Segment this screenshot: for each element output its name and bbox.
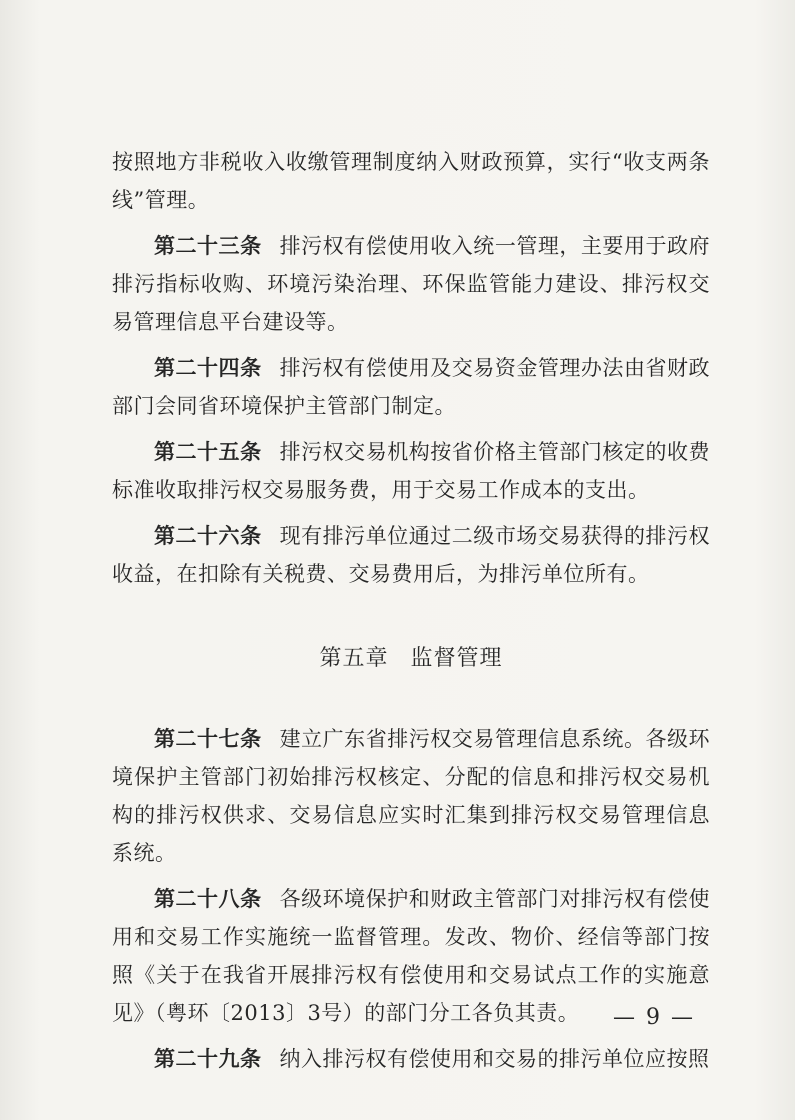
chapter-number: 第五章 <box>319 646 389 671</box>
article-24 <box>112 349 710 425</box>
article-text: 排污权交易机构按省价格主管部门核定的收费标准收取排污权交易服务费，用于交易工作成本的支出。 <box>112 440 711 502</box>
article-number: 第二十三条 <box>154 234 262 258</box>
article-text: 纳入排污权有偿使用和交易的排污单位应按照 <box>279 1047 710 1071</box>
article-number: 第二十五条 <box>154 440 262 464</box>
article-text: 排污权有偿使用收入统一管理，主要用于政府排污指标收购、环境污染治理、环保监管能力建设、排污权交易管理信息平台建设等。 <box>112 234 711 334</box>
article-26 <box>112 517 710 593</box>
chapter-title: 监督管理 <box>410 646 503 671</box>
article-text: 各级环境保护和财政主管部门对排污权有偿使用和交易工作实施统一监督管理。发改、物价、经信等部门按照《关于在我省开展排污权有偿使用和交易试点工作的实施意见》（粤环〔2013〕3号）的部门分工各负其责。 <box>112 887 711 1025</box>
article-text: 现有排污单位通过二级市场交易获得的排污权收益，在扣除有关税费、交易费用后，为排污单位所有。 <box>112 524 711 586</box>
page-number: — 9 — <box>613 1005 695 1030</box>
article-text: 建立广东省排污权交易管理信息系统。各级环境保护主管部门初始排污权核定、分配的信息和排污权交易机构的排污权供求、交易信息应实时汇集到排污权交易管理信息系统。 <box>112 727 711 865</box>
article-29 <box>112 1040 710 1078</box>
article-number: 第二十四条 <box>154 356 262 380</box>
chapter-heading <box>112 641 710 672</box>
document-body <box>112 143 710 1078</box>
article-23 <box>112 227 710 341</box>
article-number: 第二十六条 <box>154 524 262 548</box>
article-27 <box>112 720 710 872</box>
article-number: 第二十九条 <box>154 1047 262 1071</box>
article-25 <box>112 433 710 509</box>
article-text: 排污权有偿使用及交易资金管理办法由省财政部门会同省环境保护主管部门制定。 <box>112 356 711 418</box>
article-number: 第二十八条 <box>154 887 262 911</box>
article-number: 第二十七条 <box>154 727 262 751</box>
continuation-paragraph: 按照地方非税收入收缴管理制度纳入财政预算，实行“收支两条线”管理。 <box>112 150 710 212</box>
